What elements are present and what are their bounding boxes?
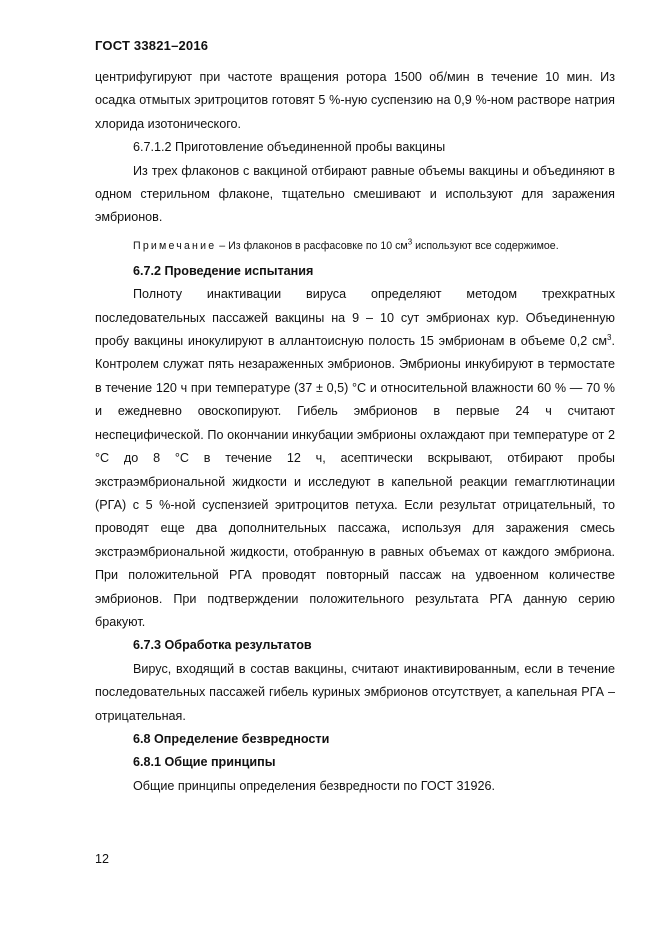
heading-6-7-3: 6.7.3 Обработка результатов <box>133 638 312 653</box>
document-header: ГОСТ 33821–2016 <box>95 38 209 53</box>
paragraph-test-procedure-b: . Контролем служат пять незараженных эмбрионов. Эмбрионы инкубируют в термостате в течение 120 ч при температуре (37 ± 0,5) °С и относительной влажности 60 % — 70 % и ежедневно овоскопируют. Гибель эмбрионов в первые 24 ч считают неспецифической. По окончании инкубации эмбрионы охлаждают при температуре от 2 °С до 8 °С в течение 12 ч, асептически вскрывают, отбирают пробы экстраэмбриональной жидкости и исследуют в капельной реакции гемагглютинации (РГА) с 5 %-ной суспензией эритроцитов петуха. Если результат отрицательный, то проводят еще два дополнительных пассажа, используя для заражения смесь экстраэмбриональной жидкости, отобранную в равных объемах от каждого эмбриона. При положительной РГА проводят повторный пассаж на удвоенном количестве эмбрионов. При подтверждении положительного результата РГА данную серию бракуют. <box>95 334 615 629</box>
note <box>95 236 615 256</box>
paragraph-centrifuge: центрифугируют при частоте вращения ротора 1500 об/мин в течение 10 мин. Из осадка отмытых эритроцитов готовят 5 %-ную суспензию на 0,9 %-ном растворе натрия хлорида изотонического. <box>95 70 615 131</box>
paragraph-general-principles: Общие принципы определения безвредности по ГОСТ 31926. <box>133 778 496 793</box>
note-label: Примечание <box>133 239 217 252</box>
subsection-6-7-1-2: 6.7.1.2 Приготовление объединенной пробы вакцины <box>133 140 446 155</box>
paragraph-pooled-sample: Из трех флаконов с вакциной отбирают равные объемы вакцины и объединяют в одном стерильном флаконе, тщательно смешивают и используют для заражения эмбрионов. <box>95 163 615 225</box>
paragraph-results: Вирус, входящий в состав вакцины, считают инактивированным, если в течение последовательных пассажей гибель куриных эмбрионов отсутствует, а капельная РГА – отрицательная. <box>95 661 615 723</box>
note-text-a: – Из флаконов в расфасовке по 10 см <box>216 239 408 252</box>
paragraph-test-procedure-a: Полноту инактивации вируса определяют методом трехкратных последовательных пассажей вакцины на 9 – 10 сут эмбрионах кур. Объединенную пробу вакцины инокулируют в аллантоисную полость 15 эмбрионам в объеме 0,2 см <box>95 287 615 349</box>
page-number: 12 <box>95 852 110 866</box>
document-body <box>95 66 615 798</box>
heading-6-7-2: 6.7.2 Проведение испытания <box>133 263 314 278</box>
note-superscript: 3 <box>407 237 413 247</box>
note-text-b: используют все содержимое. <box>412 239 559 252</box>
heading-6-8: 6.8 Определение безвредности <box>133 731 330 746</box>
heading-6-8-1: 6.8.1 Общие принципы <box>133 755 276 770</box>
cm3-superscript: 3 <box>607 332 612 342</box>
paragraph-test-procedure <box>95 283 615 634</box>
